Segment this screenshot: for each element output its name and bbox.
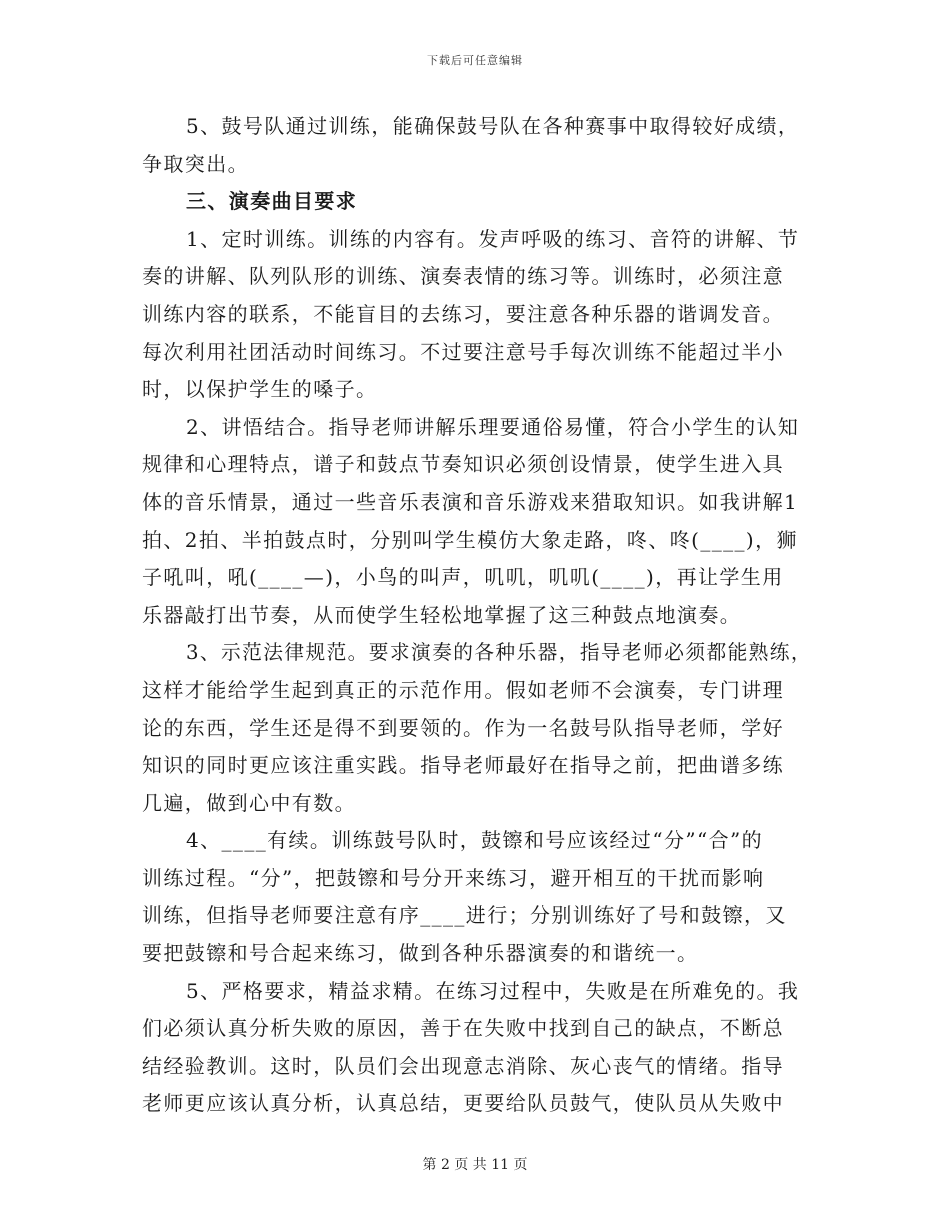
text-line	[142, 559, 812, 597]
page-header: 下载后可任意编辑	[427, 54, 523, 67]
line-text: 3、示范法律规范。要求演奏的各种乐器，指导老师必须都能熟练，	[186, 640, 812, 665]
text-line	[142, 747, 812, 785]
section-heading	[142, 183, 812, 221]
line-text: 这样才能给学生起到真正的示范作用。假如老师不会演奏，专门讲理	[142, 677, 784, 702]
line-text: 们必须认真分析失败的原因，善于在失败中找到自己的缺点，不断总	[142, 1016, 784, 1041]
line-text: 要把鼓镲和号合起来练习，做到各种乐器演奏的和谐统一。	[142, 941, 699, 966]
line-text: 知识的同时更应该注重实践。指导老师最好在指导之前，把曲谱多练	[142, 753, 784, 778]
text-line	[142, 108, 812, 146]
line-text: 训练过程。“分”，把鼓镲和号分开来练习，避开相互的干扰而影响	[142, 865, 765, 890]
text-line	[142, 221, 812, 259]
text-line	[142, 484, 812, 522]
text-line	[142, 897, 812, 935]
text-line	[142, 522, 812, 560]
line-text: 每次利用社团活动时间练习。不过要注意号手每次训练不能超过半小	[142, 339, 784, 364]
text-line	[142, 822, 812, 860]
text-line	[142, 258, 812, 296]
line-text: 三、演奏曲目要求	[186, 189, 358, 214]
line-text: 体的音乐情景，通过一些音乐表演和音乐游戏来猎取知识。如我讲解1	[142, 489, 799, 514]
page-footer: 第 2 页 共 11 页	[422, 1157, 528, 1173]
text-line	[142, 860, 812, 898]
line-text: 训练，但指导老师要注意有序____进行；分别训练好了号和鼓镲，又	[142, 903, 787, 928]
line-text: 5、严格要求，精益求精。在练习过程中，失败是在所难免的。我	[186, 978, 800, 1003]
line-text: 2、讲悟结合。指导老师讲解乐理要通俗易懂，符合小学生的认知	[186, 414, 800, 439]
line-text: 争取突出。	[142, 151, 249, 176]
text-line	[142, 785, 812, 823]
text-line	[142, 597, 812, 635]
line-text: 几遍，做到心中有数。	[142, 790, 356, 815]
text-line	[142, 409, 812, 447]
text-line	[142, 973, 812, 1011]
line-text: 时，以保护学生的嗓子。	[142, 377, 378, 402]
line-text: 奏的讲解、队列队形的训练、演奏表情的练习等。训练时，必须注意	[142, 264, 784, 289]
line-text: 结经验教训。这时，队员们会出现意志消除、灰心丧气的情绪。指导	[142, 1053, 784, 1078]
text-line	[142, 296, 812, 334]
line-text: 4、____有续。训练鼓号队时，鼓镲和号应该经过“分”“合”的	[186, 828, 764, 853]
text-line	[142, 634, 812, 672]
text-line	[142, 446, 812, 484]
line-text: 1、定时训练。训练的内容有。发声呼吸的练习、音符的讲解、节	[186, 226, 800, 251]
text-line	[142, 371, 812, 409]
text-line	[142, 935, 812, 973]
text-line	[142, 1010, 812, 1048]
text-line	[142, 334, 812, 372]
text-line	[142, 672, 812, 710]
document-body	[142, 108, 812, 1123]
line-text: 训练内容的联系，不能盲目的去练习，要注意各种乐器的谐调发音。	[142, 301, 784, 326]
line-text: 5、鼓号队通过训练，能确保鼓号队在各种赛事中取得较好成绩，	[186, 114, 800, 138]
line-text: 论的东西，学生还是得不到要领的。作为一名鼓号队指导老师，学好	[142, 715, 784, 740]
line-text: 拍、2拍、半拍鼓点时，分别叫学生模仿大象走路，咚、咚(____)，狮	[142, 527, 798, 552]
text-line	[142, 1048, 812, 1086]
line-text: 子吼叫，吼(____—)，小鸟的叫声，叽叽，叽叽(____)，再让学生用	[142, 565, 784, 590]
line-text: 老师更应该认真分析，认真总结，更要给队员鼓气，使队员从失败中	[142, 1091, 784, 1116]
text-line	[142, 146, 812, 184]
line-text: 规律和心理特点，谱子和鼓点节奏知识必须创设情景，使学生进入具	[142, 452, 784, 477]
text-line	[142, 710, 812, 748]
line-text: 乐器敲打出节奏，从而使学生轻松地掌握了这三种鼓点地演奏。	[142, 602, 742, 627]
text-line	[142, 1085, 812, 1123]
